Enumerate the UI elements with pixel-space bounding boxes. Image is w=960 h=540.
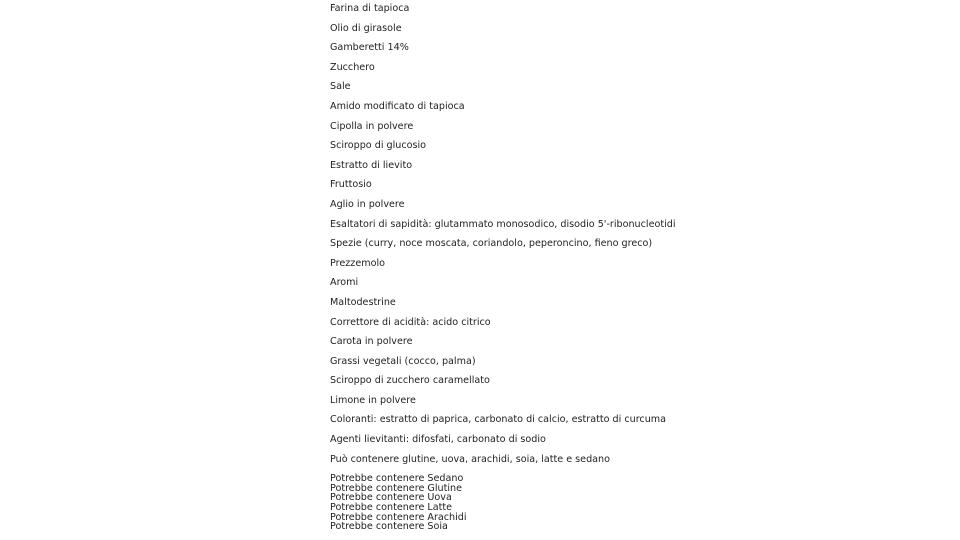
ingredient-item: Gamberetti 14% <box>330 42 409 54</box>
ingredient-item: Carota in polvere <box>330 336 413 348</box>
ingredient-item: Può contenere glutine, uova, arachidi, soia, latte e sedano <box>330 453 611 465</box>
ingredient-item: Agenti lievitanti: difosfati, carbonato di sodio <box>330 434 546 446</box>
ingredient-item: Correttore di acidità: acido citrico <box>330 316 491 328</box>
ingredient-item: Olio di girasole <box>330 22 402 34</box>
allergen-item: Potrebbe contenere Glutine <box>330 482 462 494</box>
ingredient-item: Maltodestrine <box>330 296 396 308</box>
allergen-item: Potrebbe contenere Soia <box>330 521 448 533</box>
ingredient-item: Amido modificato di tapioca <box>330 100 465 112</box>
ingredients-list <box>330 0 930 472</box>
ingredient-item: Esaltatori di sapidità: glutammato monosodico, disodio 5'-ribonucleotidi <box>330 218 676 230</box>
ingredient-item: Spezie (curry, noce moscata, coriandolo, peperoncino, fieno greco) <box>330 238 653 250</box>
ingredient-item: Prezzemolo <box>330 257 385 269</box>
ingredient-item: Estratto di lievito <box>330 159 413 171</box>
allergen-item: Potrebbe contenere Uova <box>330 492 452 504</box>
ingredient-item: Grassi vegetali (cocco, palma) <box>330 355 476 367</box>
ingredient-item: Farina di tapioca <box>330 3 410 14</box>
ingredient-item: Aromi <box>330 277 359 289</box>
allergen-item: Potrebbe contenere Sedano <box>330 473 464 484</box>
ingredient-item: Sciroppo di glucosio <box>330 140 427 152</box>
ingredient-item: Sciroppo di zucchero caramellato <box>330 375 490 387</box>
ingredient-item: Coloranti: estratto di paprica, carbonato di calcio, estratto di curcuma <box>330 414 667 426</box>
ingredient-item: Sale <box>330 81 351 93</box>
allergen-item: Potrebbe contenere Arachidi <box>330 511 467 523</box>
ingredient-item: Limone in polvere <box>330 394 416 406</box>
allergen-item: Potrebbe contenere Latte <box>330 502 453 514</box>
allergen-warnings <box>330 474 930 532</box>
ingredient-item: Cipolla in polvere <box>330 120 414 132</box>
ingredient-item: Fruttosio <box>330 179 372 191</box>
ingredient-item: Zucchero <box>330 61 375 73</box>
ingredient-item: Aglio in polvere <box>330 198 405 210</box>
